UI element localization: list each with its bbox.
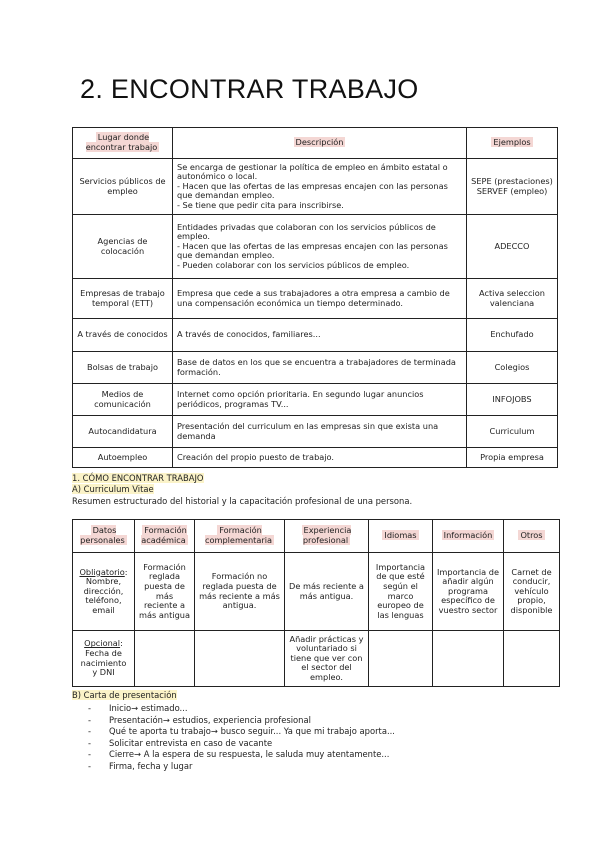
carta-list bbox=[88, 703, 395, 773]
desc-line: - Pueden colaborar con los servicios públicos de empleo. bbox=[177, 259, 410, 270]
header-otros bbox=[504, 520, 560, 553]
table-row bbox=[73, 553, 560, 631]
section-sub-cv bbox=[72, 484, 154, 494]
cell-ejemplo: Curriculum bbox=[467, 416, 558, 448]
cell-descripcion bbox=[173, 279, 467, 319]
cell-empty bbox=[135, 631, 195, 687]
list-item: - Cierre→ A la espera de su respuesta, le saluda muy atentamente... bbox=[88, 749, 395, 761]
header-ejemplos-text: Ejemplos bbox=[493, 137, 531, 148]
section-sub-cv-text: A) Curriculum Vitae bbox=[72, 484, 154, 494]
cell-idiomas: Importancia de que esté según el marco europeo de las lenguas bbox=[369, 553, 433, 631]
cell-descripcion bbox=[173, 159, 467, 215]
table-row bbox=[73, 319, 558, 352]
section-summary: Resumen estructurado del historial y la capacitación profesional de una persona. bbox=[72, 496, 413, 506]
section-heading-carta bbox=[72, 690, 177, 700]
header-formacion-text: Formación académica bbox=[141, 525, 187, 545]
desc-line: - Hacen que las ofertas de las empresas encajen con las personas que demandan empleo. bbox=[177, 240, 448, 261]
header-datos bbox=[73, 520, 135, 553]
desc-line: Presentación del curriculum en las empresas sin que exista una demanda bbox=[177, 420, 439, 441]
section-heading-carta-text: B) Carta de presentación bbox=[72, 690, 177, 700]
section-heading-1-text: 1. CÓMO ENCONTRAR TRABAJO bbox=[72, 473, 204, 483]
table-row bbox=[73, 159, 558, 215]
cell-otros: Carnet de conducir, vehículo propio, disponible bbox=[504, 553, 560, 631]
cell-ejemplo: Enchufado bbox=[467, 319, 558, 352]
cell-datos bbox=[73, 553, 135, 631]
header-descripcion-text: Descripción bbox=[295, 137, 344, 148]
desc-line: - Hacen que las ofertas de las empresas encajen con las personas que demandan empleo. bbox=[177, 180, 448, 201]
table-row bbox=[73, 215, 558, 279]
header-formacion bbox=[135, 520, 195, 553]
cell-empty bbox=[504, 631, 560, 687]
label-opcional: Opcional bbox=[84, 638, 121, 649]
cell-datos bbox=[73, 631, 135, 687]
page-title: 2. ENCONTRAR TRABAJO bbox=[80, 74, 419, 104]
cell-informacion: Importancia de añadir algún programa específico de vuestro sector bbox=[433, 553, 504, 631]
table-header-row bbox=[73, 520, 560, 553]
table-row bbox=[73, 631, 560, 687]
table-row bbox=[73, 416, 558, 448]
header-idiomas bbox=[369, 520, 433, 553]
section-heading-1 bbox=[72, 473, 204, 483]
table-row bbox=[73, 279, 558, 319]
cell-ejemplo: Activa seleccion valenciana bbox=[467, 279, 558, 319]
cell-descripcion bbox=[173, 416, 467, 448]
datos-text: : Fecha de nacimiento y DNI bbox=[80, 638, 127, 678]
header-lugar-text: Lugar donde encontrar trabajo bbox=[85, 132, 158, 152]
cell-lugar: Empresas de trabajo temporal (ETT) bbox=[73, 279, 173, 319]
job-search-table bbox=[72, 127, 558, 468]
cell-ejemplo: Colegios bbox=[467, 352, 558, 384]
desc-line: Internet como opción prioritaria. En segundo lugar anuncios periódicos, programas TV... bbox=[177, 388, 424, 409]
cell-ejemplo: SEPE (prestaciones) SERVEF (empleo) bbox=[467, 159, 558, 215]
header-complementaria bbox=[195, 520, 285, 553]
list-item: - Solicitar entrevista en caso de vacante bbox=[88, 738, 395, 750]
cell-descripcion bbox=[173, 215, 467, 279]
table-row bbox=[73, 448, 558, 468]
cell-ejemplo: ADECCO bbox=[467, 215, 558, 279]
header-experiencia-text: Experiencia profesional bbox=[302, 525, 352, 545]
cell-descripcion bbox=[173, 352, 467, 384]
cell-empty bbox=[195, 631, 285, 687]
header-ejemplos bbox=[467, 128, 558, 159]
header-descripcion bbox=[173, 128, 467, 159]
list-item: - Firma, fecha y lugar bbox=[88, 761, 395, 773]
header-idiomas-text: Idiomas bbox=[384, 530, 417, 541]
header-complementaria-text: Formación complementaria bbox=[204, 525, 273, 545]
cell-lugar: Autoempleo bbox=[73, 448, 173, 468]
cell-lugar: Medios de comunicación bbox=[73, 384, 173, 416]
list-item: - Inicio→ estimado... bbox=[88, 703, 395, 715]
cell-complementaria: Formación no reglada puesta de más reciente a más antigua. bbox=[195, 553, 285, 631]
desc-line: Entidades privadas que colaboran con los servicios públicos de empleo. bbox=[177, 221, 436, 242]
header-lugar bbox=[73, 128, 173, 159]
desc-line: Se encarga de gestionar la política de empleo en ámbito estatal o autonómico o local. bbox=[177, 161, 448, 182]
cell-empty bbox=[369, 631, 433, 687]
cell-descripcion bbox=[173, 384, 467, 416]
cell-lugar: Autocandidatura bbox=[73, 416, 173, 448]
list-item: - Presentación→ estudios, experiencia profesional bbox=[88, 715, 395, 727]
header-datos-text: Datos personales bbox=[80, 525, 125, 545]
table-row bbox=[73, 352, 558, 384]
table-header-row bbox=[73, 128, 558, 159]
list-item: - Qué te aporta tu trabajo→ busco seguir... Ya que mi trabajo aporta... bbox=[88, 726, 395, 738]
header-informacion-text: Información bbox=[443, 530, 493, 541]
desc-line: A través de conocidos, familiares... bbox=[177, 329, 321, 340]
cell-empty bbox=[433, 631, 504, 687]
header-experiencia bbox=[285, 520, 369, 553]
desc-line: Creación del propio puesto de trabajo. bbox=[177, 451, 335, 462]
desc-line: Base de datos en los que se encuentra a trabajadores de terminada formación. bbox=[177, 356, 456, 377]
cell-experiencia: Añadir prácticas y voluntariado si tiene que ver con el sector del empleo. bbox=[285, 631, 369, 687]
table-row bbox=[73, 384, 558, 416]
header-otros-text: Otros bbox=[520, 530, 543, 541]
label-obligatorio: Obligatorio bbox=[79, 566, 125, 577]
cell-lugar: Servicios públicos de empleo bbox=[73, 159, 173, 215]
cell-lugar: Agencias de colocación bbox=[73, 215, 173, 279]
desc-line: Empresa que cede a sus trabajadores a otra empresa a cambio de una compensación económica un tiempo determinado. bbox=[177, 287, 450, 308]
cell-lugar: A través de conocidos bbox=[73, 319, 173, 352]
cell-experiencia: De más reciente a más antigua. bbox=[285, 553, 369, 631]
cell-formacion: Formación reglada puesta de más reciente a más antigua bbox=[135, 553, 195, 631]
cv-table bbox=[72, 519, 560, 687]
desc-line: - Se tiene que pedir cita para inscribirse. bbox=[177, 199, 344, 210]
cell-descripcion bbox=[173, 319, 467, 352]
cell-ejemplo: Propia empresa bbox=[467, 448, 558, 468]
cell-lugar: Bolsas de trabajo bbox=[73, 352, 173, 384]
header-informacion bbox=[433, 520, 504, 553]
cell-descripcion bbox=[173, 448, 467, 468]
datos-text: : Nombre, dirección, teléfono, email bbox=[83, 566, 128, 615]
cell-ejemplo: INFOJOBS bbox=[467, 384, 558, 416]
